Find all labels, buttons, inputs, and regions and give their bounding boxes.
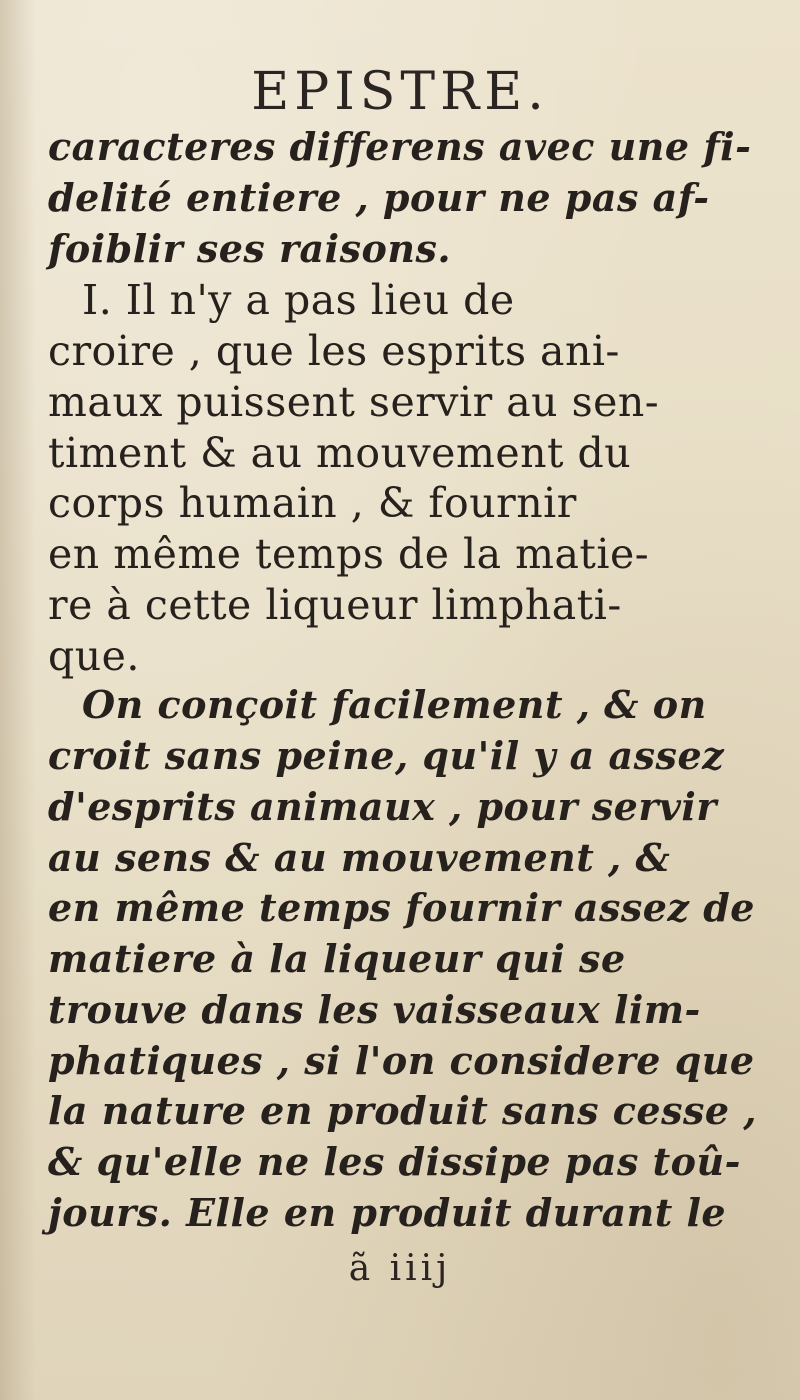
text-line: que. (48, 632, 140, 680)
text-line: en même temps de la matie- (48, 530, 650, 578)
text-line: la nature en produit sans cesse , (48, 1088, 758, 1133)
text-line: jours. Elle en produit durant le (48, 1190, 727, 1235)
text-line: caracteres differens avec une fi- (48, 124, 752, 169)
text-line: matiere à la liqueur qui se (48, 936, 626, 981)
running-head: EPISTRE. (251, 62, 549, 122)
text-line: d'esprits animaux , pour servir (48, 784, 717, 829)
text-line: delité entiere , pour ne pas af- (48, 175, 710, 220)
text-line: timent & au mouvement du (48, 429, 632, 477)
signature-mark: ã iiij (348, 1248, 452, 1289)
text-line: I. Il n'y a pas lieu de (82, 276, 515, 324)
text-line: foiblir ses raisons. (48, 226, 452, 271)
text-line: croire , que les esprits ani- (48, 327, 620, 375)
text-line: maux puissent servir au sen- (48, 378, 660, 426)
binding-shadow (0, 0, 36, 1400)
text-line: au sens & au mouvement , & (48, 835, 671, 880)
text-line: corps humain , & fournir (48, 479, 577, 527)
text-line: trouve dans les vaisseaux lim- (48, 987, 701, 1032)
text-line: croit sans peine, qu'il y a assez (48, 733, 725, 778)
text-line: On conçoit facilement , & on (82, 682, 707, 727)
text-line: & qu'elle ne les dissipe pas toû- (48, 1139, 741, 1184)
text-line: en même temps fournir assez de (48, 885, 755, 930)
text-line: phatiques , si l'on considere que (48, 1038, 755, 1083)
text-line: re à cette liqueur limphati- (48, 581, 622, 629)
